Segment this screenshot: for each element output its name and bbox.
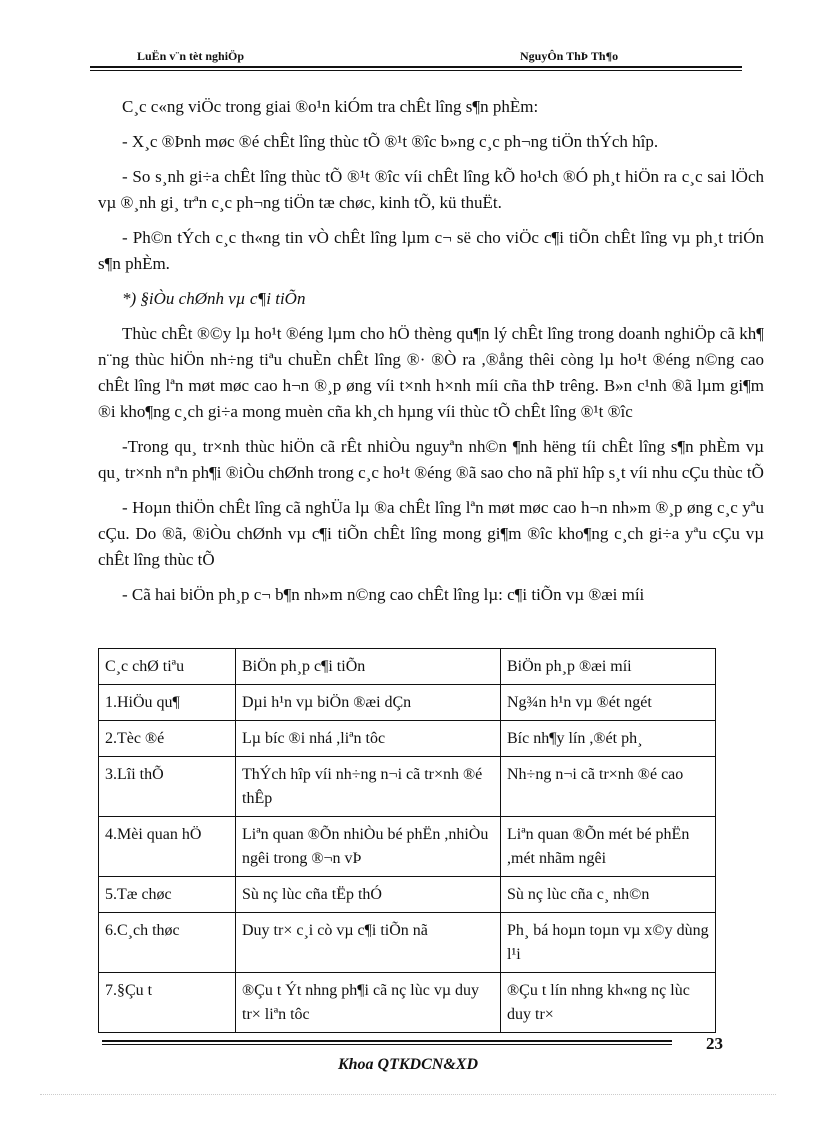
table-cell: 6.C¸ch thøc xyxy=(99,913,236,973)
table-row xyxy=(99,685,716,721)
table-cell: 3.Lîi thÕ xyxy=(99,757,236,817)
footer-rule-thin xyxy=(102,1044,672,1045)
section-heading: *) §iÒu chØnh vµ c¶i tiÕn xyxy=(122,289,306,308)
table-cell: ®Çu t Ýt nhng ph¶i cã nç lùc vµ duy tr× liªn tôc xyxy=(236,973,501,1033)
paragraph: - Cã hai biÖn ph¸p c¬ b¶n nh»m n©ng cao chÊt lîng lµ: c¶i tiÕn vµ ®æi míi xyxy=(122,585,645,604)
table-cell: Liªn quan ®Õn mét bé phËn ,mét nhãm ngêi xyxy=(501,817,716,877)
table-cell: Ng¾n h¹n vµ ®ét ngét xyxy=(501,685,716,721)
table-cell: ®Çu t lín nhng kh«ng nç lùc duy tr× xyxy=(501,973,716,1033)
table-cell: Sù nç lùc cña c¸ nh©n xyxy=(501,877,716,913)
table-row xyxy=(99,817,716,877)
body-text xyxy=(98,94,764,617)
page-edge-divider xyxy=(40,1094,776,1095)
table-cell: 7.§Çu t xyxy=(99,973,236,1033)
table-cell: Lµ bíc ®i nhá ,liªn tôc xyxy=(236,721,501,757)
header-right: NguyÔn ThÞ Th¶o xyxy=(520,49,619,63)
header-cell: BiÖn ph¸p c¶i tiÕn xyxy=(236,649,501,685)
table-cell: Dµi h¹n vµ biÖn ®æi dÇn xyxy=(236,685,501,721)
paragraph: C¸c c«ng viÖc trong giai ®o¹n kiÓm tra chÊt lîng s¶n phÈm: xyxy=(122,97,539,116)
header-rule-thin xyxy=(90,70,742,71)
table-row xyxy=(99,721,716,757)
table-cell: Duy tr× c¸i cò vµ c¶i tiÕn nã xyxy=(236,913,501,973)
table-row xyxy=(99,757,716,817)
paragraph: -Trong qu¸ tr×nh thùc hiÖn cã rÊt nhiÒu nguyªn nh©n ¶nh hëng tíi chÊt lîng s¶n phÈm vµ qu¸ tr×nh nªn ph¶i ®iÒu chØnh trong c¸c ho¹t ®éng ®ã sao cho nã phï hîp s¸t víi nhu cÇu thùc tÕ xyxy=(98,437,764,482)
comparison-table xyxy=(98,648,716,1033)
table-header-row xyxy=(99,649,716,685)
table-row xyxy=(99,973,716,1033)
paragraph: - Hoµn thiÖn chÊt lîng cã nghÜa lµ ®a chÊt lîng lªn møt møc cao h¬n nh»m ®¸p øng c¸c yªu cÇu. Do ®ã, ®iÒu chØnh vµ c¶i tiÕn chÊt lîng mong gi¶m ®îc kho¶ng c¸ch gi÷a yªu cÇu vµ chÊt lîng thùc tÕ xyxy=(98,498,764,569)
paragraph: - X¸c ®Þnh møc ®é chÊt lîng thùc tÕ ®¹t ®îc b»ng c¸c ph¬ng tiÖn thÝch hîp. xyxy=(122,132,659,151)
footer-text: Khoa QTKDCN&XD xyxy=(337,1056,479,1073)
paragraph: - So s¸nh gi÷a chÊt lîng thùc tÕ ®¹t ®îc víi chÊt lîng kÕ ho¹ch ®Ó ph¸t hiÖn ra c¸c sai lÖch vµ ®¸nh gi¸ trªn c¸c ph¬ng tiÖn tæ chøc, kinh tÕ, kü thuËt. xyxy=(98,167,764,212)
paragraph: - Ph©n tÝch c¸c th«ng tin vÒ chÊt lîng lµm c¬ së cho viÖc c¶i tiÕn chÊt lîng vµ ph¸t triÓn s¶n phÈm. xyxy=(98,228,764,273)
table-cell: 1.HiÖu qu¶ xyxy=(99,685,236,721)
table-cell: 2.Tèc ®é xyxy=(99,721,236,757)
table-cell: 4.Mèi quan hÖ xyxy=(99,817,236,877)
paragraph: Thùc chÊt ®©y lµ ho¹t ®éng lµm cho hÖ thèng qu¶n lý chÊt lîng trong doanh nghiÖp cã kh¶ n¨ng thùc hiÖn nh÷ng tiªu chuÈn chÊt lîng ®· ®Ò ra ,®ång thêi còng lµ ho¹t ®éng n©ng cao chÊt lîng lªn møt møc cao h¬n ®¸p øng víi t×nh h×nh míi cña thÞ trêng. B»n c¹nh ®ã lµm gi¶m ®i kho¶ng c¸ch gi÷a mong muèn cña kh¸ch hµng víi thùc tÕ chÊt lîng ®¹t ®îc xyxy=(98,324,764,421)
header-cell: C¸c chØ tiªu xyxy=(99,649,236,685)
table-cell: Bíc nh¶y lín ,®ét ph¸ xyxy=(501,721,716,757)
header-rule-thick xyxy=(90,66,742,68)
table-row xyxy=(99,877,716,913)
table-row xyxy=(99,913,716,973)
header-cell: BiÖn ph¸p ®æi míi xyxy=(501,649,716,685)
page-number: 23 xyxy=(706,1034,723,1053)
table-cell: Ph¸ bá hoµn toµn vµ x©y dùng l¹i xyxy=(501,913,716,973)
header-left: LuËn v¨n tèt nghiÖp xyxy=(137,49,245,63)
table-cell: Liªn quan ®Õn nhiÒu bé phËn ,nhiÒu ngêi trong ®¬n vÞ xyxy=(236,817,501,877)
table-cell: Sù nç lùc cña tËp thÓ xyxy=(236,877,501,913)
table-cell: Nh÷ng n¬i cã tr×nh ®é cao xyxy=(501,757,716,817)
table-cell: 5.Tæ chøc xyxy=(99,877,236,913)
table-cell: ThÝch hîp víi nh÷ng n¬i cã tr×nh ®é thÊp xyxy=(236,757,501,817)
footer-rule-thick xyxy=(102,1040,672,1042)
